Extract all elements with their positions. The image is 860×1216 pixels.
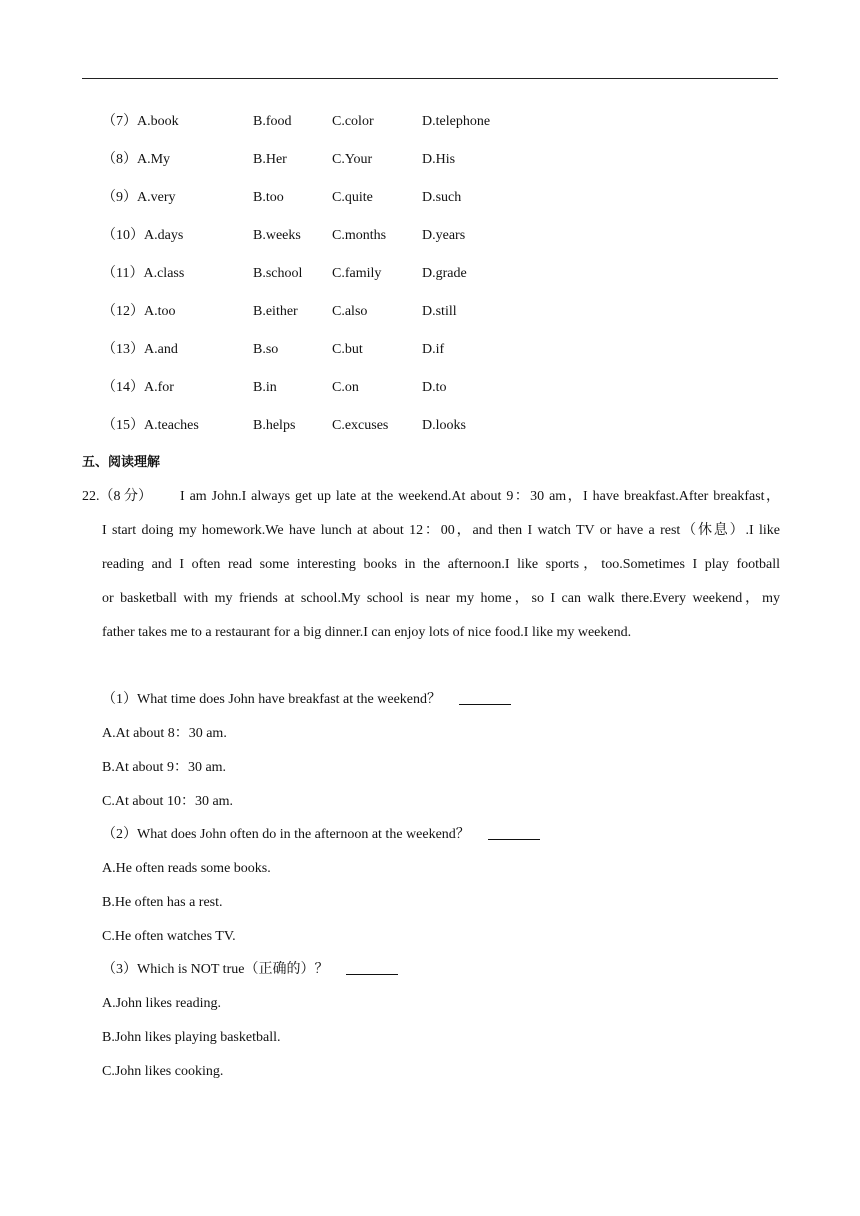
option-b: B.so — [253, 342, 279, 357]
option-b: B.school — [253, 266, 303, 281]
option-b: B.Her — [253, 152, 287, 167]
subquestion-stem: （2）What does John often do in the afternoon at the weekend？ — [102, 827, 470, 842]
option-a: （14）A.for — [102, 380, 174, 395]
option-b: B.food — [253, 114, 292, 129]
option-d: D.looks — [422, 418, 466, 433]
option-d: D.His — [422, 152, 456, 167]
option-b: B.helps — [253, 418, 296, 433]
option-c: C.on — [332, 380, 359, 395]
option-a: （10）A.days — [102, 228, 184, 243]
option-b: B.weeks — [253, 228, 301, 243]
option-c: C.excuses — [332, 418, 389, 433]
option-c: C.but — [332, 342, 363, 357]
subquestion-3 — [102, 960, 398, 980]
choice-b: B.John likes playing basketball. — [102, 1030, 281, 1045]
answer-blank — [346, 974, 398, 975]
option-d: D.telephone — [422, 114, 491, 129]
option-a: （15）A.teaches — [102, 418, 199, 433]
option-c: C.Your — [332, 152, 373, 167]
option-d: D.to — [422, 380, 447, 395]
subquestion-1 — [102, 690, 511, 710]
option-a: （7）A.book — [102, 114, 179, 129]
passage-line: or basketball with my friends at school.My school is near my home，so I can walk there.Every weekend，my — [102, 591, 780, 606]
passage-line: I am John.I always get up late at the weekend.At about 9：30 am，I have breakfast.After breakfast， — [180, 489, 780, 504]
passage-line: reading and I often read some interesting books in the afternoon.I like sports，too.Sometimes I play football — [102, 557, 780, 572]
choice-b: B.At about 9：30 am. — [102, 760, 227, 775]
answer-blank — [488, 839, 540, 840]
option-d: D.grade — [422, 266, 467, 281]
option-c: C.color — [332, 114, 374, 129]
passage-line: father takes me to a restaurant for a big dinner.I can enjoy lots of nice food.I like my weekend. — [102, 625, 632, 640]
subquestion-stem: （3）Which is NOT true（正确的）？ — [102, 962, 329, 977]
question-header — [82, 487, 180, 507]
choice-a: A.John likes reading. — [102, 996, 221, 1011]
choice-c: C.John likes cooking. — [102, 1064, 224, 1079]
option-a: （11）A.class — [102, 266, 185, 281]
section-title: 五、阅读理解 — [82, 455, 161, 470]
choice-b: B.He often has a rest. — [102, 895, 223, 910]
choice-a: A.He often reads some books. — [102, 861, 271, 876]
answer-blank — [459, 704, 511, 705]
choice-c: C.At about 10：30 am. — [102, 794, 234, 809]
option-d: D.still — [422, 304, 457, 319]
option-a: （12）A.too — [102, 304, 176, 319]
option-b: B.too — [253, 190, 284, 205]
choice-a: A.At about 8：30 am. — [102, 726, 227, 741]
question-number: 22.（8 分） — [82, 489, 152, 504]
subquestion-2 — [102, 825, 540, 845]
header-rule — [82, 78, 778, 79]
option-c: C.quite — [332, 190, 373, 205]
option-b: B.either — [253, 304, 298, 319]
option-a: （8）A.My — [102, 152, 171, 167]
option-d: D.if — [422, 342, 445, 357]
option-a: （13）A.and — [102, 342, 178, 357]
option-c: C.family — [332, 266, 382, 281]
choice-c: C.He often watches TV. — [102, 929, 236, 944]
option-b: B.in — [253, 380, 277, 395]
option-d: D.years — [422, 228, 466, 243]
subquestion-stem: （1）What time does John have breakfast at the weekend？ — [102, 692, 442, 707]
passage-line: I start doing my homework.We have lunch at about 12：00，and then I watch TV or have a rest（休息）.I like — [102, 523, 780, 538]
option-a: （9）A.very — [102, 190, 176, 205]
option-d: D.such — [422, 190, 462, 205]
option-c: C.months — [332, 228, 387, 243]
option-c: C.also — [332, 304, 368, 319]
